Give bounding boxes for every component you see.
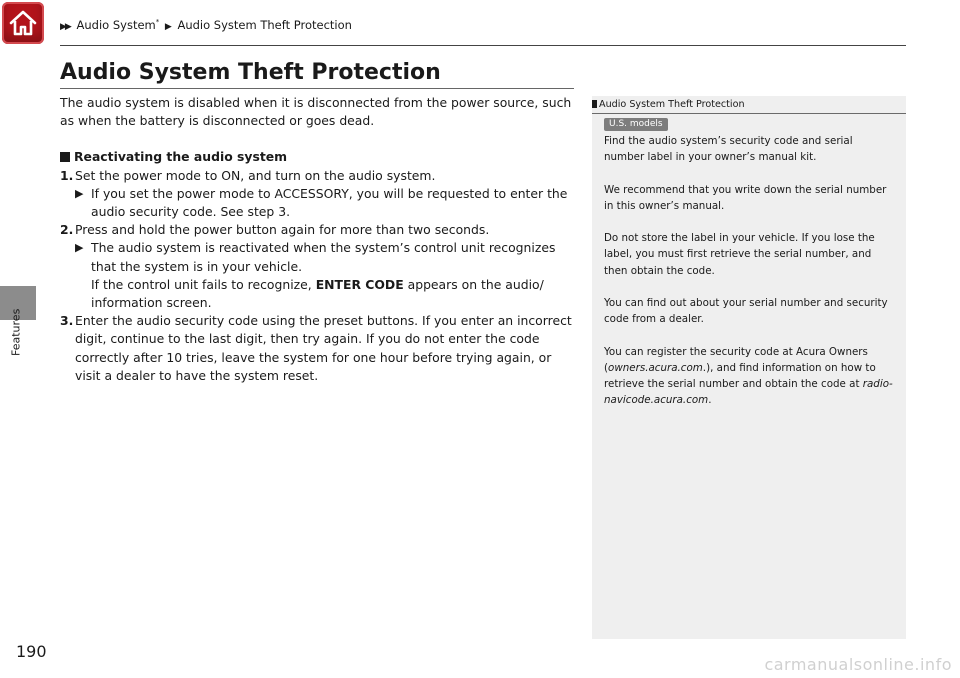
arrow-bullet-icon: ▶ (75, 241, 84, 255)
step-text: Enter the audio security code using the preset buttons. If you enter an incorrect digit, continue to the last digit, then try again. If you do not enter the code correctly after 10 tries, leave the system for one hour before trying again, or visit a dealer to have the system reset. (75, 313, 572, 383)
text-run: You can register the security code at Acura Owners ( (604, 345, 868, 374)
step-number: 1. (60, 167, 74, 183)
model-badge: U.S. models (604, 118, 668, 131)
model-note-marker: * (155, 18, 160, 27)
step-1-note (60, 185, 574, 221)
subheading-text: Reactivating the audio system (74, 149, 288, 165)
enter-code-keyword: ENTER CODE (315, 276, 404, 292)
step-2-note-continued (60, 276, 574, 312)
square-bullet-icon (60, 152, 70, 162)
intro-paragraph: The audio system is disabled when it is disconnected from the power source, such as when the battery is disconnected or goes dead. (60, 95, 572, 129)
owners-link[interactable]: owners.acura.com (608, 361, 703, 374)
sidebar-paragraph: Find the audio system’s security code and serial number label in your owner’s manual kit. (604, 135, 853, 164)
page-number: 190 (16, 642, 47, 661)
note-text: The audio system is reactivated when the system’s control unit recognizes that the system is in your vehicle. (91, 240, 556, 274)
sidebar-heading (592, 96, 906, 114)
text-run: . (708, 394, 712, 407)
step-text: Press and hold the power button again for more than two seconds. (75, 222, 490, 238)
sidebar-body (604, 133, 896, 425)
step-number: 2. (60, 222, 74, 238)
subheading (60, 148, 574, 166)
breadcrumb-item-audio-system[interactable]: Audio System (76, 18, 156, 32)
breadcrumb (60, 18, 352, 32)
sidebar-paragraph: You can find out about your serial number and security code from a dealer. (604, 296, 888, 326)
note-text: appears on the audio/ information screen. (91, 276, 544, 311)
sidebar-paragraph: We recommend that you write down the serial number in this owner’s manual. (604, 183, 887, 212)
step-2 (60, 221, 574, 239)
sidebar-paragraph: Do not store the label in your vehicle. If you lose the label, you must first retrieve the serial number, and then obtain the code. (604, 232, 875, 277)
title-divider (60, 88, 574, 89)
sidebar-paragraph (604, 344, 896, 409)
page-title: Audio System Theft Protection (60, 60, 441, 85)
header-divider (60, 45, 906, 46)
sidebar-heading-text: Audio System Theft Protection (599, 99, 745, 110)
arrow-bullet-icon: ▶ (75, 186, 84, 200)
watermark: carmanualsonline.info (764, 655, 952, 674)
reference-marker-icon (592, 100, 597, 108)
note-text: If the control unit fails to recognize, (91, 276, 316, 292)
home-icon (8, 8, 38, 38)
step-3 (60, 312, 574, 385)
sidebar-note (592, 96, 906, 639)
navicode-link[interactable]: radio-navicode.acura.com (604, 377, 893, 407)
section-tab-label: Features (9, 308, 23, 356)
breadcrumb-arrow-icon: ▶▶ (60, 22, 70, 32)
breadcrumb-arrow-icon: ▶ (164, 22, 172, 32)
main-content (60, 94, 574, 385)
step-text: Set the power mode to ON, and turn on the audio system. (75, 167, 436, 183)
text-run: .), and find information on how to retrieve the serial number and obtain the code at (604, 361, 876, 390)
step-number: 3. (60, 313, 74, 329)
home-button[interactable] (2, 2, 44, 44)
note-text: If you set the power mode to ACCESSORY, you will be requested to enter the audio security code. See step 3. (91, 185, 568, 220)
step-1 (60, 167, 574, 185)
step-2-note (60, 239, 574, 275)
breadcrumb-item-current: Audio System Theft Protection (177, 18, 352, 32)
